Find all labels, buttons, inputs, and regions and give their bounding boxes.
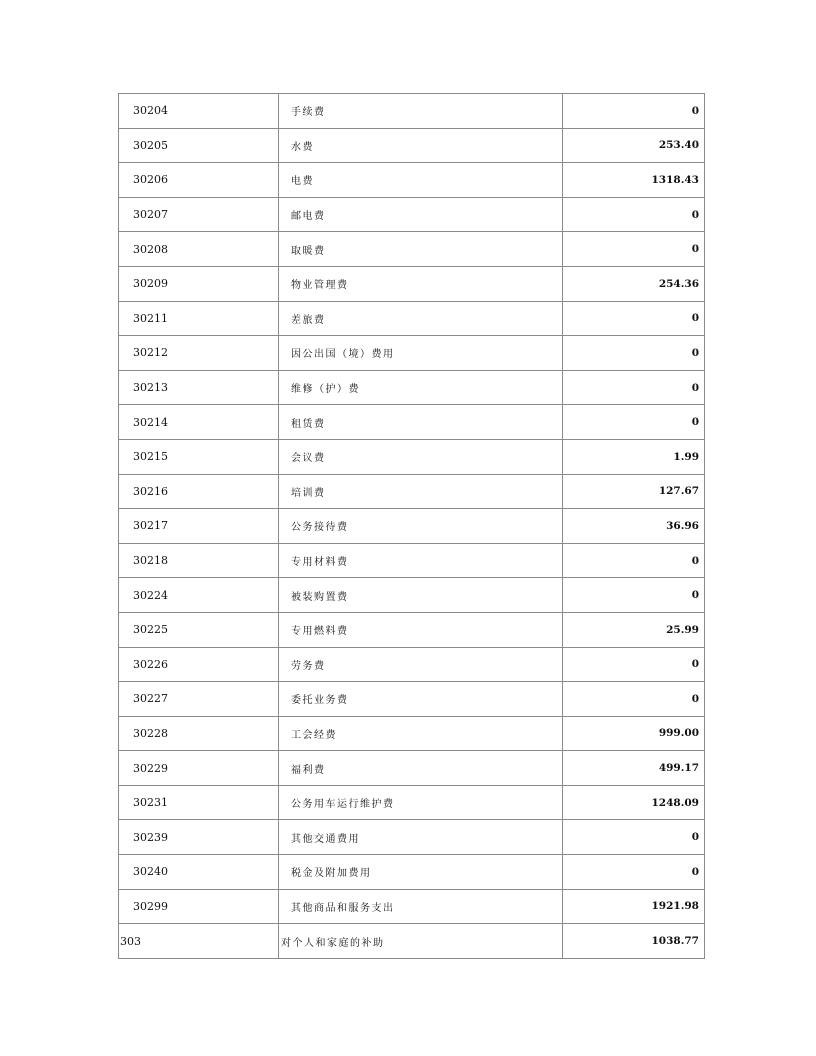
- account-name-cell: 物业管理费: [279, 266, 563, 301]
- expenditure-table-body: [119, 94, 705, 959]
- account-name-cell: 水费: [279, 128, 563, 163]
- amount-cell: 0: [563, 336, 705, 371]
- account-code-cell: 30216: [119, 474, 279, 509]
- amount-cell: 0: [563, 197, 705, 232]
- table-row: [119, 612, 705, 647]
- account-name-cell: 公务接待费: [279, 509, 563, 544]
- table-row: [119, 647, 705, 682]
- amount-cell: 1248.09: [563, 785, 705, 820]
- account-name-cell: 培训费: [279, 474, 563, 509]
- table-row: [119, 924, 705, 959]
- table-row: [119, 405, 705, 440]
- account-name-cell: 劳务费: [279, 647, 563, 682]
- account-code-cell: 30226: [119, 647, 279, 682]
- account-code-cell: 303: [119, 924, 279, 959]
- table-row: [119, 197, 705, 232]
- account-code-cell: 30225: [119, 612, 279, 647]
- table-row: [119, 128, 705, 163]
- account-code-cell: 30240: [119, 855, 279, 890]
- account-code-cell: 30209: [119, 266, 279, 301]
- amount-cell: 1921.98: [563, 889, 705, 924]
- table-row: [119, 163, 705, 198]
- table-row: [119, 889, 705, 924]
- table-row: [119, 785, 705, 820]
- amount-cell: 253.40: [563, 128, 705, 163]
- amount-cell: 0: [563, 855, 705, 890]
- table-row: [119, 509, 705, 544]
- table-row: [119, 232, 705, 267]
- account-code-cell: 30214: [119, 405, 279, 440]
- account-name-cell: 专用燃料费: [279, 612, 563, 647]
- account-code-cell: 30206: [119, 163, 279, 198]
- expenditure-table: [118, 93, 705, 959]
- account-name-cell: 工会经费: [279, 716, 563, 751]
- account-code-cell: 30212: [119, 336, 279, 371]
- account-code-cell: 30218: [119, 543, 279, 578]
- account-name-cell: 邮电费: [279, 197, 563, 232]
- table-row: [119, 439, 705, 474]
- amount-cell: 1038.77: [563, 924, 705, 959]
- account-name-cell: 因公出国（境）费用: [279, 336, 563, 371]
- table-row: [119, 474, 705, 509]
- account-code-cell: 30299: [119, 889, 279, 924]
- amount-cell: 254.36: [563, 266, 705, 301]
- amount-cell: 1318.43: [563, 163, 705, 198]
- table-row: [119, 370, 705, 405]
- amount-cell: 0: [563, 405, 705, 440]
- account-name-cell: 税金及附加费用: [279, 855, 563, 890]
- account-name-cell: 租赁费: [279, 405, 563, 440]
- amount-cell: 25.99: [563, 612, 705, 647]
- account-name-cell: 被装购置费: [279, 578, 563, 613]
- account-name-cell: 取暖费: [279, 232, 563, 267]
- table-row: [119, 682, 705, 717]
- amount-cell: 499.17: [563, 751, 705, 786]
- account-code-cell: 30204: [119, 94, 279, 129]
- table-row: [119, 543, 705, 578]
- account-name-cell: 福利费: [279, 751, 563, 786]
- account-name-cell: 专用材料费: [279, 543, 563, 578]
- account-name-cell: 委托业务费: [279, 682, 563, 717]
- amount-cell: 0: [563, 578, 705, 613]
- amount-cell: 0: [563, 647, 705, 682]
- account-name-cell: 其他商品和服务支出: [279, 889, 563, 924]
- table-row: [119, 94, 705, 129]
- amount-cell: 0: [563, 370, 705, 405]
- amount-cell: 0: [563, 820, 705, 855]
- account-code-cell: 30205: [119, 128, 279, 163]
- table-row: [119, 301, 705, 336]
- table-row: [119, 820, 705, 855]
- table-row: [119, 855, 705, 890]
- account-name-cell: 对个人和家庭的补助: [279, 924, 563, 959]
- account-name-cell: 会议费: [279, 439, 563, 474]
- account-code-cell: 30229: [119, 751, 279, 786]
- amount-cell: 999.00: [563, 716, 705, 751]
- table-row: [119, 266, 705, 301]
- table-row: [119, 578, 705, 613]
- amount-cell: 0: [563, 94, 705, 129]
- account-code-cell: 30231: [119, 785, 279, 820]
- account-name-cell: 公务用车运行维护费: [279, 785, 563, 820]
- amount-cell: 127.67: [563, 474, 705, 509]
- amount-cell: 1.99: [563, 439, 705, 474]
- account-code-cell: 30239: [119, 820, 279, 855]
- table-row: [119, 336, 705, 371]
- account-code-cell: 30224: [119, 578, 279, 613]
- account-code-cell: 30217: [119, 509, 279, 544]
- amount-cell: 0: [563, 232, 705, 267]
- account-name-cell: 手续费: [279, 94, 563, 129]
- amount-cell: 0: [563, 543, 705, 578]
- account-name-cell: 其他交通费用: [279, 820, 563, 855]
- account-name-cell: 维修（护）费: [279, 370, 563, 405]
- account-name-cell: 差旅费: [279, 301, 563, 336]
- account-name-cell: 电费: [279, 163, 563, 198]
- amount-cell: 36.96: [563, 509, 705, 544]
- account-code-cell: 30211: [119, 301, 279, 336]
- amount-cell: 0: [563, 682, 705, 717]
- account-code-cell: 30207: [119, 197, 279, 232]
- account-code-cell: 30227: [119, 682, 279, 717]
- table-row: [119, 716, 705, 751]
- account-code-cell: 30208: [119, 232, 279, 267]
- amount-cell: 0: [563, 301, 705, 336]
- account-code-cell: 30213: [119, 370, 279, 405]
- account-code-cell: 30215: [119, 439, 279, 474]
- account-code-cell: 30228: [119, 716, 279, 751]
- table-row: [119, 751, 705, 786]
